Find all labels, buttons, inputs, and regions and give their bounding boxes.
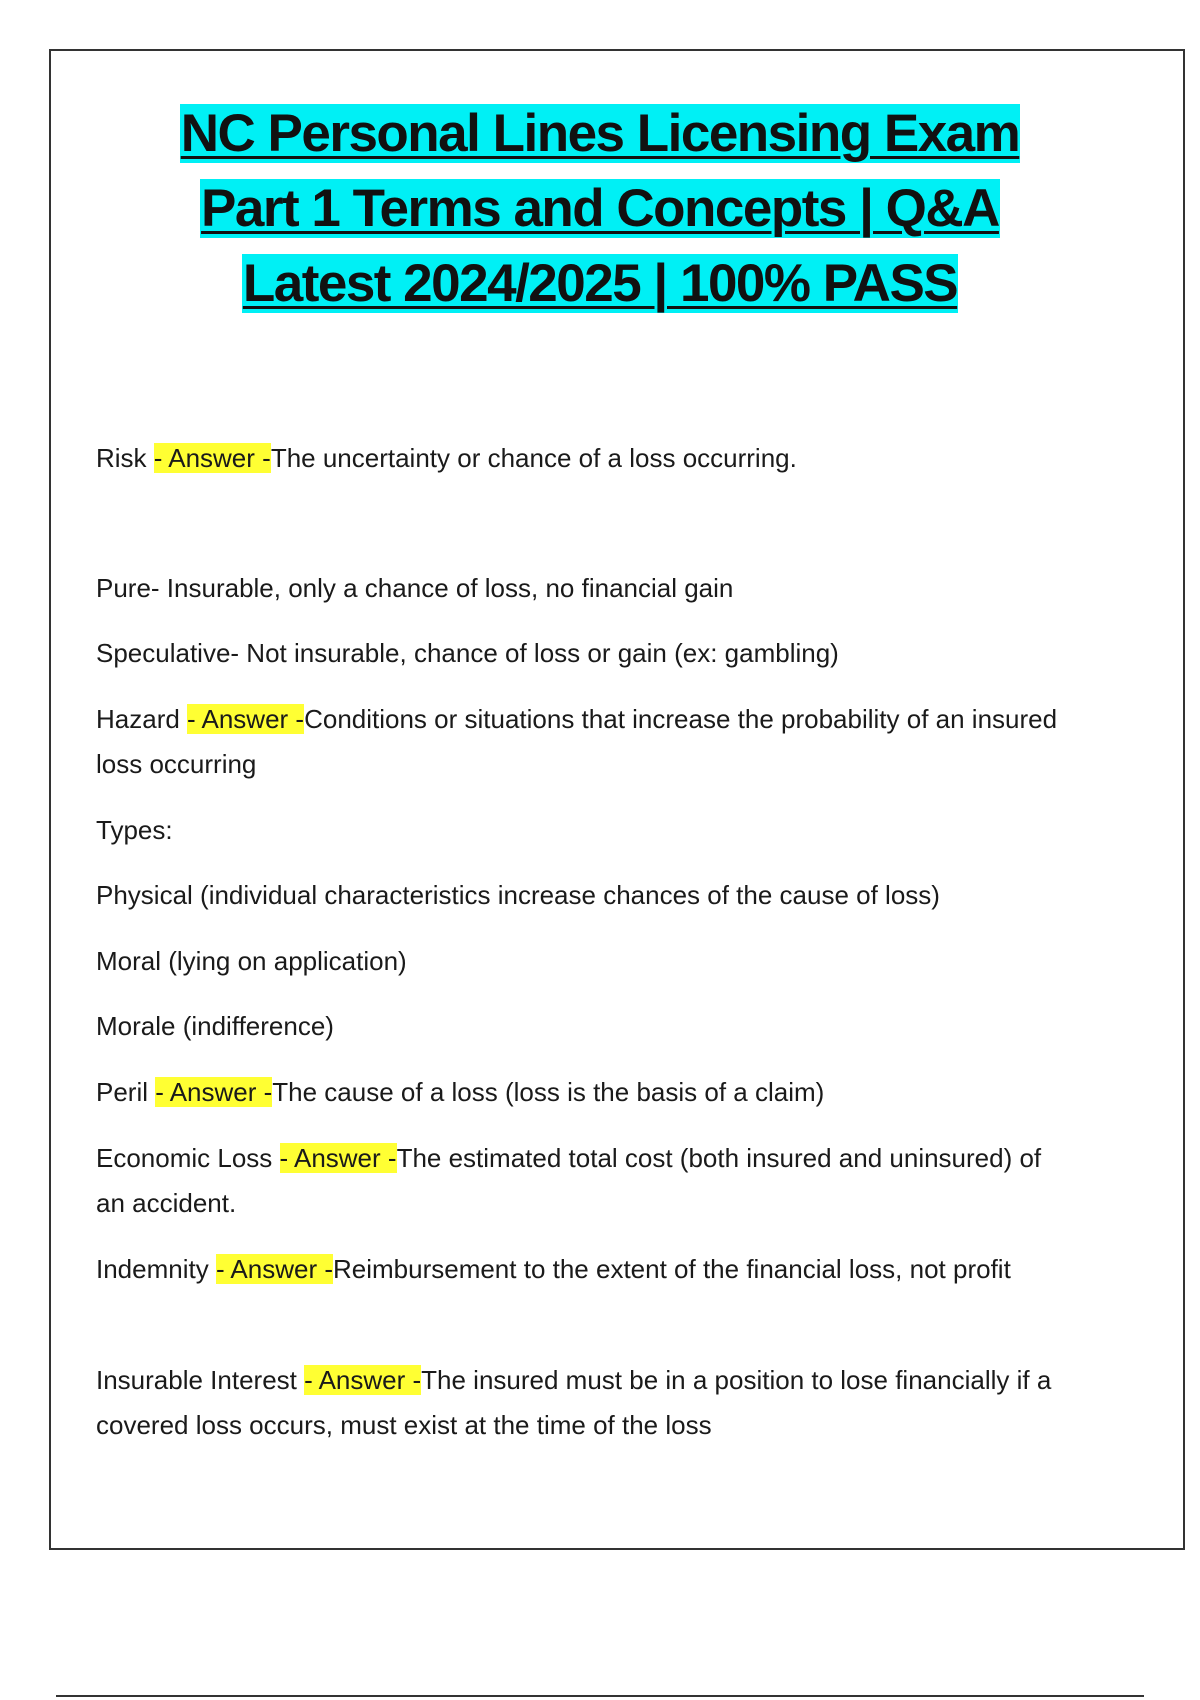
answer-marker: - Answer -	[153, 443, 271, 473]
term: Economic Loss	[96, 1143, 280, 1173]
answer-marker: - Answer -	[187, 704, 305, 734]
answer-text: The insured must be in a position to lose financially if a covered loss occurs, must exist at the time of the loss	[96, 1365, 1052, 1440]
term: Insurable Interest	[96, 1365, 305, 1395]
answer-marker: - Answer -	[215, 1254, 333, 1284]
term: Risk	[96, 443, 154, 473]
list-item-moral: Moral (lying on application)	[96, 946, 407, 976]
answer-marker: - Answer -	[304, 1365, 422, 1395]
answer-marker: - Answer -	[279, 1143, 397, 1173]
bottom-divider	[56, 1695, 1144, 1697]
title-line-1: NC Personal Lines Licensing Exam	[180, 104, 1020, 163]
qa-entry-insurable-interest	[96, 1358, 1076, 1448]
answer-text: The uncertainty or chance of a loss occurring.	[270, 443, 797, 473]
title-line-2: Part 1 Terms and Concepts | Q&A	[201, 179, 999, 238]
qa-entry-economic-loss	[96, 1136, 1076, 1226]
list-item-types: Types:	[96, 815, 173, 845]
list-item-speculative: Speculative- Not insurable, chance of loss or gain (ex: gambling)	[96, 638, 839, 668]
qa-entry-hazard	[96, 697, 1076, 787]
answer-text: Reimbursement to the extent of the financial loss, not profit	[332, 1254, 1011, 1284]
document-title	[0, 96, 1200, 321]
term: Peril	[96, 1077, 156, 1107]
answer-marker: - Answer -	[155, 1077, 273, 1107]
answer-text: Conditions or situations that increase the probability of an insured loss occurring	[96, 704, 1058, 779]
qa-entry-risk	[96, 436, 1076, 481]
answer-text: The estimated total cost (both insured and uninsured) of an accident.	[96, 1143, 1042, 1218]
qa-entry-indemnity	[96, 1247, 1076, 1292]
title-line-3: Latest 2024/2025 | 100% PASS	[242, 254, 958, 313]
list-item-physical: Physical (individual characteristics increase chances of the cause of loss)	[96, 880, 940, 910]
list-item-pure: Pure- Insurable, only a chance of loss, no financial gain	[96, 573, 734, 603]
qa-entry-peril	[96, 1070, 1076, 1115]
term: Hazard	[96, 704, 188, 734]
list-item-morale: Morale (indifference)	[96, 1011, 334, 1041]
answer-text: The cause of a loss (loss is the basis of a claim)	[272, 1077, 825, 1107]
term: Indemnity	[96, 1254, 216, 1284]
